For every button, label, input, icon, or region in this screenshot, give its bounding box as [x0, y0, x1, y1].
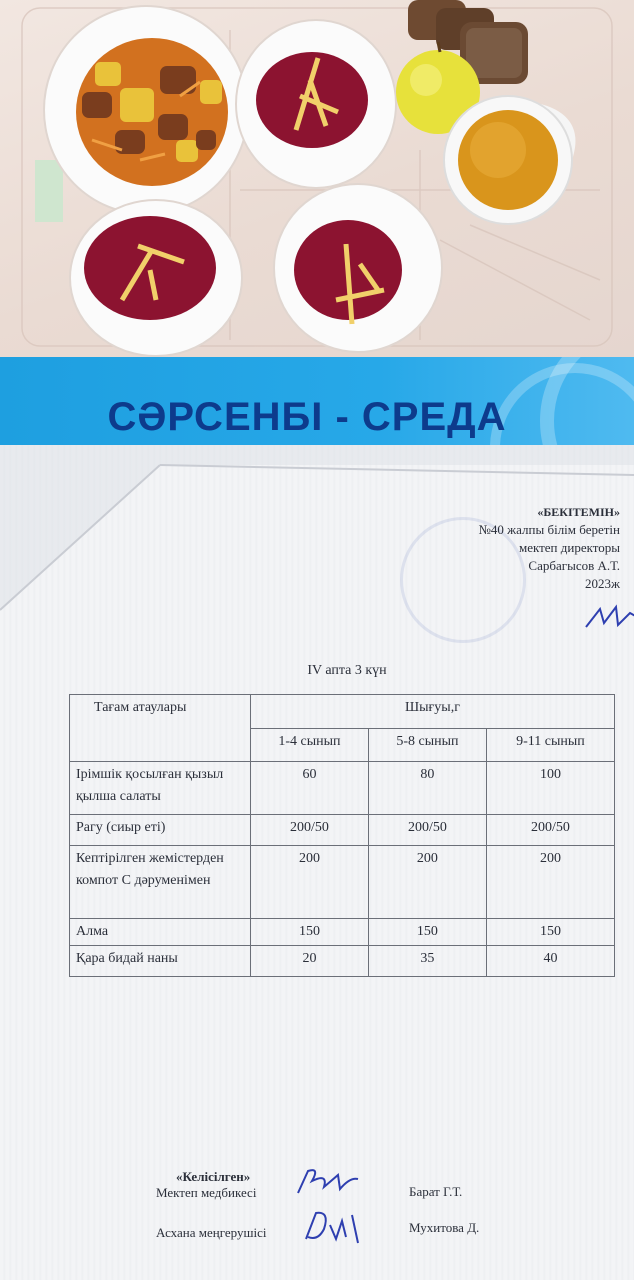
table-row	[70, 846, 615, 919]
approval-block	[360, 503, 620, 593]
portion-value: 150	[251, 919, 369, 946]
portion-value: 200/50	[486, 815, 614, 846]
signature-block	[0, 1165, 634, 1265]
approval-line: №40 жалпы білім беретін	[478, 522, 620, 537]
food-tray-illustration	[0, 0, 634, 357]
dish-name: Ірімшік қосылған қызыл қылша салаты	[70, 762, 251, 815]
canteen-label: Асхана меңгерушісі	[156, 1225, 267, 1240]
portion-value: 40	[486, 946, 614, 977]
portion-value: 200	[251, 846, 369, 919]
beet-salad-plate-2	[70, 200, 242, 356]
table-row	[70, 815, 615, 846]
portion-value: 200	[486, 846, 614, 919]
table-row	[70, 762, 615, 815]
portion-value: 200/50	[368, 815, 486, 846]
director-signature	[582, 603, 634, 633]
group-header: 9-11 сынып	[486, 728, 614, 762]
approval-heading: «БЕКІТЕМІН»	[537, 505, 620, 519]
group-header: 5-8 сынып	[368, 728, 486, 762]
portion-value: 100	[486, 762, 614, 815]
dish-name: Қара бидай наны	[70, 946, 251, 977]
portion-value: 60	[251, 762, 369, 815]
stew-bowl	[44, 6, 248, 214]
food-tray-photo	[0, 0, 634, 357]
portion-value: 150	[486, 919, 614, 946]
header-dish-name: Тағам атаулары	[70, 695, 251, 762]
compote-cup	[444, 96, 572, 224]
table-row	[70, 919, 615, 946]
banner-title: СӘРСЕНБІ - СРЕДА	[107, 395, 507, 439]
tray-sticker	[35, 160, 63, 222]
nurse-label: Мектеп медбикесі	[156, 1185, 257, 1200]
portion-value: 200/50	[251, 815, 369, 846]
menu-table	[69, 694, 615, 977]
portion-value: 20	[251, 946, 369, 977]
canteen-name: Мухитова Д.	[409, 1220, 480, 1235]
approval-line: 2023ж	[585, 576, 620, 591]
dish-name: Кептірілген жемістерден компот С дәруменімен	[70, 846, 251, 919]
canteen-signature	[300, 1207, 370, 1247]
beet-salad-plate-1	[236, 20, 396, 188]
dish-name: Алма	[70, 919, 251, 946]
agreed-heading: «Келісілген»	[176, 1169, 251, 1184]
nurse-signature	[294, 1165, 364, 1199]
beet-salad-plate-3	[274, 184, 442, 352]
portion-value: 200	[368, 846, 486, 919]
header-yield: Шығуы,г	[251, 695, 615, 729]
approval-line: Сарбагысов А.Т.	[528, 558, 620, 573]
week-day-label: IV апта 3 күн	[307, 663, 387, 678]
table-header-row	[70, 695, 615, 729]
group-header: 1-4 сынып	[251, 728, 369, 762]
approval-line: мектеп директоры	[518, 540, 620, 555]
portion-value: 150	[368, 919, 486, 946]
menu-document	[0, 445, 634, 1280]
day-banner	[0, 357, 634, 445]
nurse-name: Барат Г.Т.	[409, 1184, 463, 1199]
portion-value: 80	[368, 762, 486, 815]
table-row	[70, 946, 615, 977]
portion-value: 35	[368, 946, 486, 977]
dish-name: Рагу (сиыр еті)	[70, 815, 251, 846]
